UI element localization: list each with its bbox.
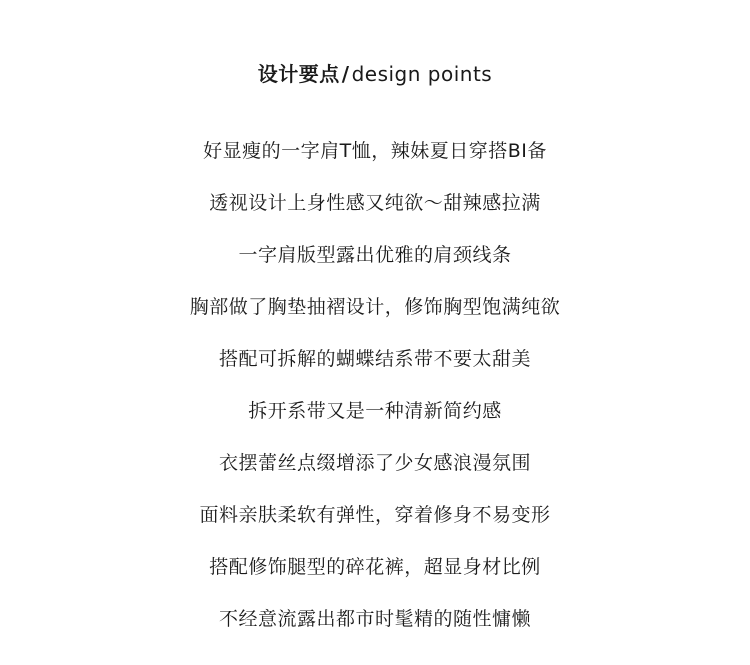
design-point-item: 胸部做了胸垫抽褶设计，修饰胸型饱满纯欲 — [189, 296, 561, 318]
design-point-item: 拆开系带又是一种清新简约感 — [248, 400, 502, 422]
section-title-chinese: 设计要点 — [257, 62, 340, 86]
title-separator: / — [341, 62, 350, 86]
section-title-english: design points — [351, 62, 493, 86]
design-point-item: 面料亲肤柔软有弹性，穿着修身不易变形 — [199, 504, 551, 526]
design-point-item: 搭配修饰腿型的碎花裤，超显身材比例 — [209, 556, 541, 578]
design-points-list — [0, 135, 750, 655]
design-point-item: 一字肩版型露出优雅的肩颈线条 — [238, 244, 512, 266]
design-point-item: 衣摆蕾丝点缀增添了少女感浪漫氛围 — [218, 452, 531, 474]
design-point-item: 好显瘦的一字肩T恤，辣妹夏日穿搭BI备 — [203, 140, 547, 162]
design-point-item: 不经意流露出都市时髦精的随性慵懒 — [218, 608, 531, 630]
design-point-item: 透视设计上身性感又纯欲～甜辣感拉满 — [209, 192, 541, 214]
design-point-item: 搭配可拆解的蝴蝶结系带不要太甜美 — [218, 348, 531, 370]
section-title — [0, 60, 750, 88]
